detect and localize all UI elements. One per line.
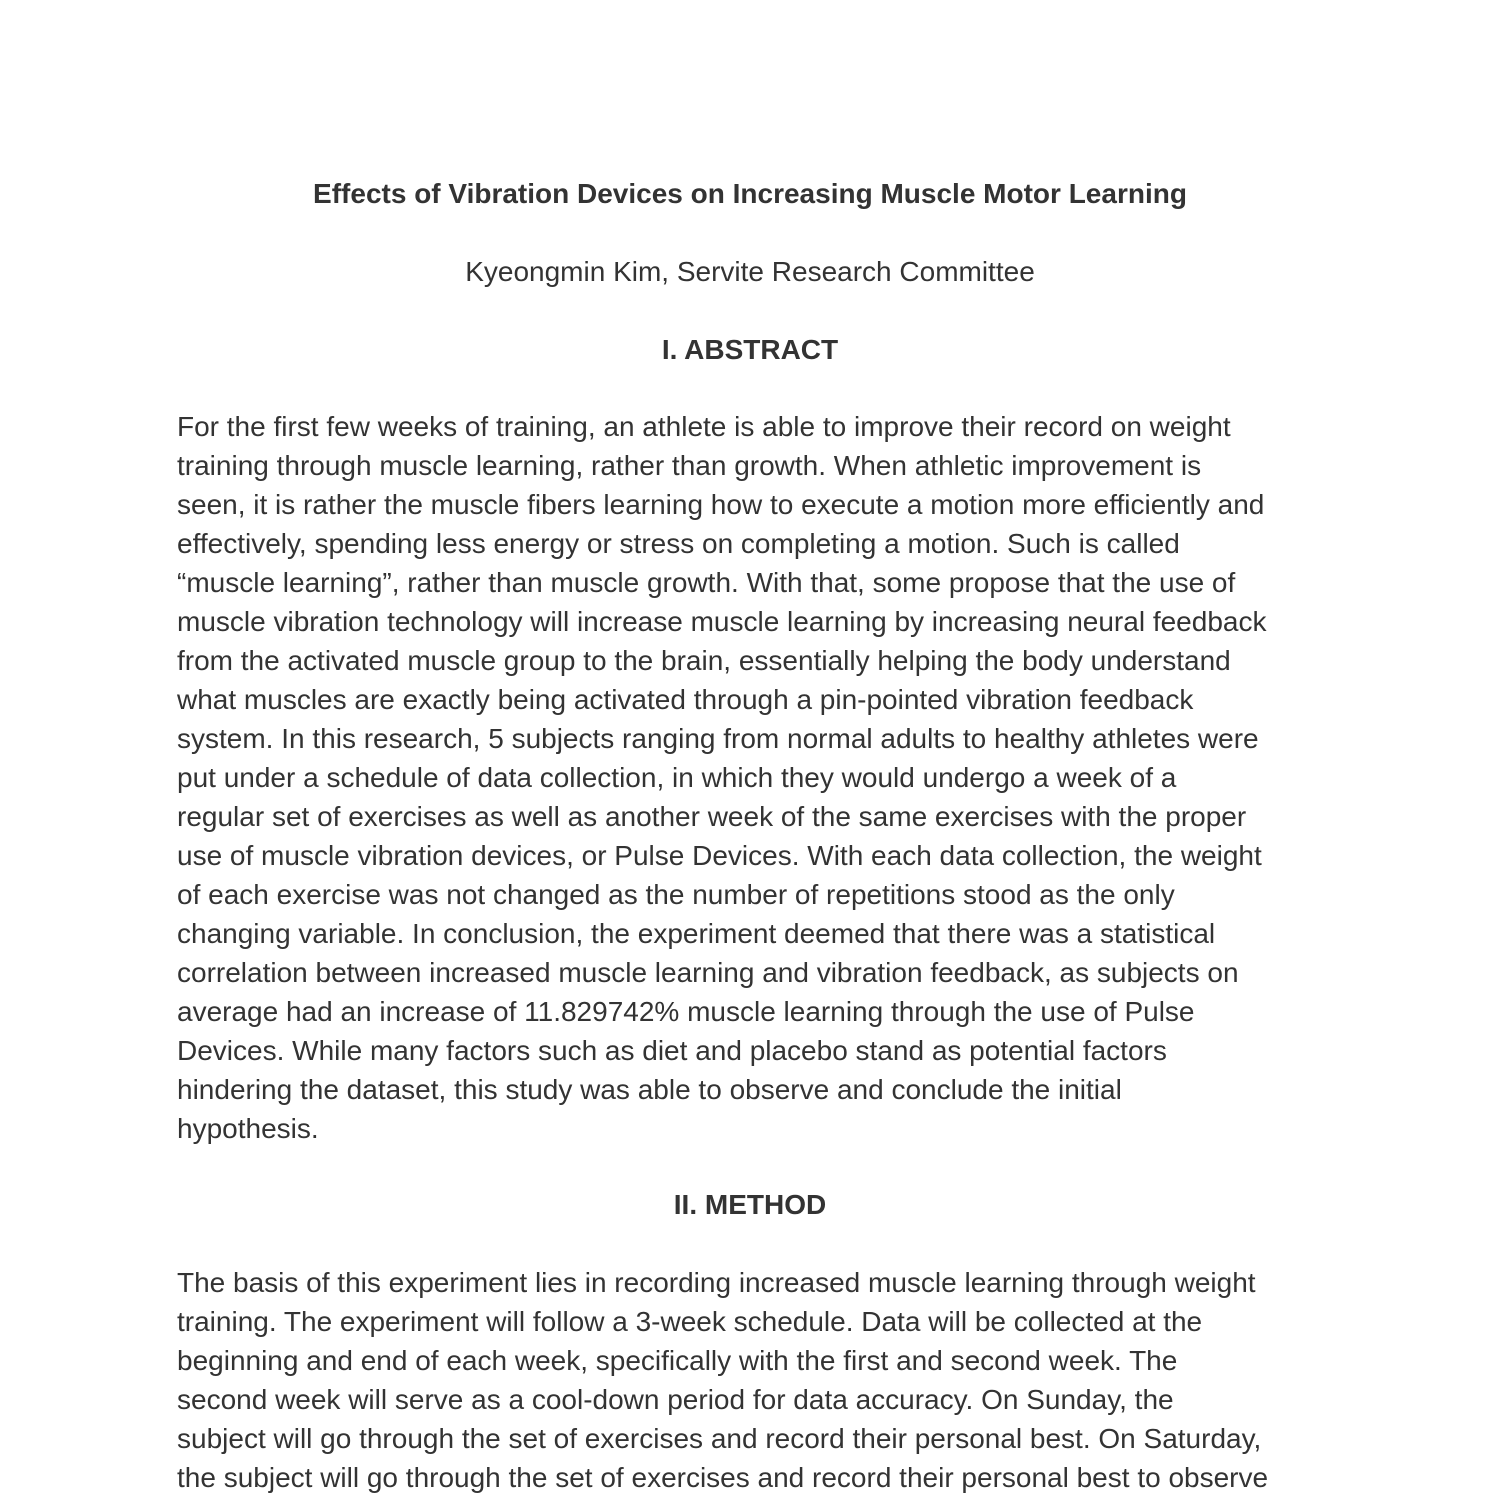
authors: Kyeongmin Kim, Servite Research Committee (465, 256, 1035, 287)
text-line: training through muscle learning, rather than growth. When athletic improvement is (177, 450, 1202, 481)
section-heading-method: II. METHOD (673, 1189, 827, 1220)
text-line: from the activated muscle group to the brain, essentially helping the body understand (177, 645, 1231, 676)
section-heading-abstract: I. ABSTRACT (661, 334, 839, 365)
text-line: changing variable. In conclusion, the experiment deemed that there was a statistical (177, 918, 1216, 949)
text-line: regular set of exercises as well as another week of the same exercises with the proper (177, 801, 1247, 832)
text-line: what muscles are exactly being activated through a pin-pointed vibration feedback (177, 684, 1194, 715)
text-line: of each exercise was not changed as the number of repetitions stood as the only (177, 879, 1175, 910)
text-line: correlation between increased muscle learning and vibration feedback, as subjects on (177, 957, 1239, 988)
text-line: second week will serve as a cool-down period for data accuracy. On Sunday, the (177, 1384, 1174, 1415)
text-line: use of muscle vibration devices, or Pulse Devices. With each data collection, the weight (177, 840, 1262, 871)
text-line: the subject will go through the set of exercises and record their personal best to observe (177, 1462, 1269, 1493)
text-line: For the first few weeks of training, an athlete is able to improve their record on weight (177, 411, 1231, 442)
text-line: hypothesis. (177, 1113, 319, 1144)
text-line: training. The experiment will follow a 3-week schedule. Data will be collected at the (177, 1306, 1203, 1337)
text-line: beginning and end of each week, specifically with the first and second week. The (177, 1345, 1178, 1376)
method-paragraph (177, 1263, 1377, 1497)
text-line: muscle vibration technology will increase muscle learning by increasing neural feedback (177, 606, 1267, 637)
text-line: Devices. While many factors such as diet and placebo stand as potential factors (177, 1035, 1167, 1066)
text-line: average had an increase of 11.829742% muscle learning through the use of Pulse (177, 996, 1195, 1027)
text-line: subject will go through the set of exercises and record their personal best. On Saturday, (177, 1423, 1262, 1454)
text-line: system. In this research, 5 subjects ranging from normal adults to healthy athletes were (177, 723, 1259, 754)
abstract-paragraph (177, 407, 1377, 1148)
text-line: effectively, spending less energy or stress on completing a motion. Such is called (177, 528, 1180, 559)
text-line: “muscle learning”, rather than muscle growth. With that, some propose that the use of (177, 567, 1236, 598)
text-line: hindering the dataset, this study was able to observe and conclude the initial (177, 1074, 1122, 1105)
paper-title: Effects of Vibration Devices on Increasing Muscle Motor Learning (313, 178, 1187, 209)
text-line: seen, it is rather the muscle fibers learning how to execute a motion more efficiently and (177, 489, 1265, 520)
text-line: The basis of this experiment lies in recording increased muscle learning through weight (177, 1267, 1256, 1298)
text-line: put under a schedule of data collection, in which they would undergo a week of a (177, 762, 1177, 793)
